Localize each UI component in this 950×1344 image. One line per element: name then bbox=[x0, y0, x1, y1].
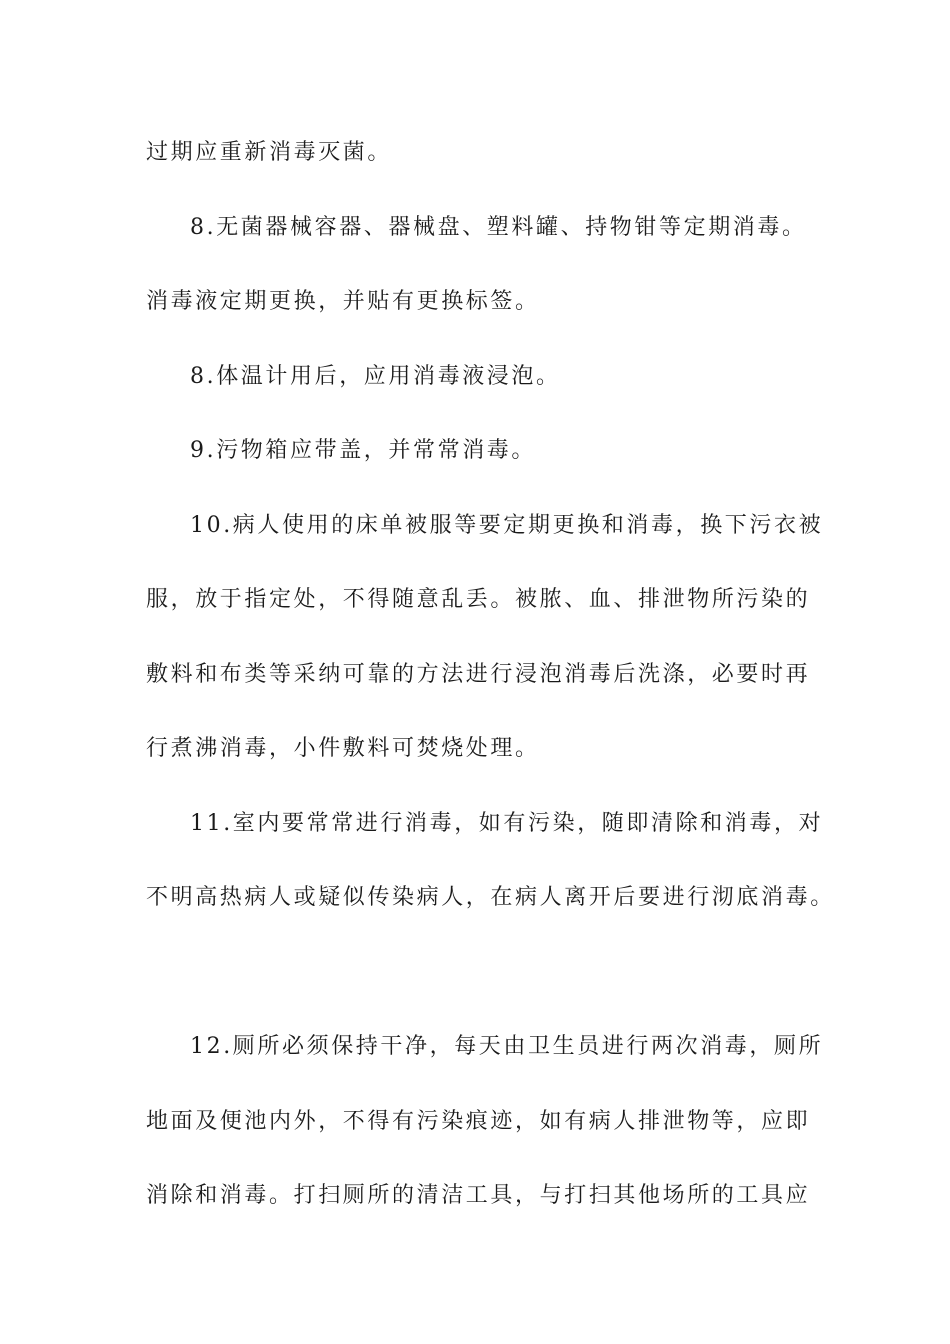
text-line: 不明高热病人或疑似传染病人，在病人离开后要进行沏底消毒。 bbox=[146, 885, 835, 910]
text-line: 9.污物箱应带盖，并常常消毒。 bbox=[190, 438, 536, 463]
text-line: 地面及便池内外，不得有污染痕迹，如有病人排泄物等，应即 bbox=[146, 1109, 811, 1134]
text-line: 过期应重新消毒灭菌。 bbox=[146, 140, 393, 165]
text-line: 11.室内要常常进行消毒，如有污染，随即清除和消毒，对 bbox=[190, 811, 824, 836]
text-line: 12.厕所必须保持干净，每天由卫生员进行两次消毒，厕所 bbox=[190, 1034, 824, 1059]
text-line: 敷料和布类等采纳可靠的方法进行浸泡消毒后洗涤，必要时再 bbox=[146, 662, 811, 687]
text-line: 消毒液定期更换，并贴有更换标签。 bbox=[146, 289, 540, 314]
text-line: 行煮沸消毒，小件敷料可焚烧处理。 bbox=[146, 736, 540, 761]
text-line: 10.病人使用的床单被服等要定期更换和消毒，换下污衣被 bbox=[190, 513, 824, 538]
text-line: 8.体温计用后，应用消毒液浸泡。 bbox=[190, 364, 561, 389]
text-line: 消除和消毒。打扫厕所的清洁工具，与打扫其他场所的工具应 bbox=[146, 1183, 811, 1208]
text-line: 8.无菌器械容器、器械盘、塑料罐、持物钳等定期消毒。 bbox=[190, 215, 807, 240]
text-line: 服，放于指定处，不得随意乱丢。被脓、血、排泄物所污染的 bbox=[146, 587, 811, 612]
